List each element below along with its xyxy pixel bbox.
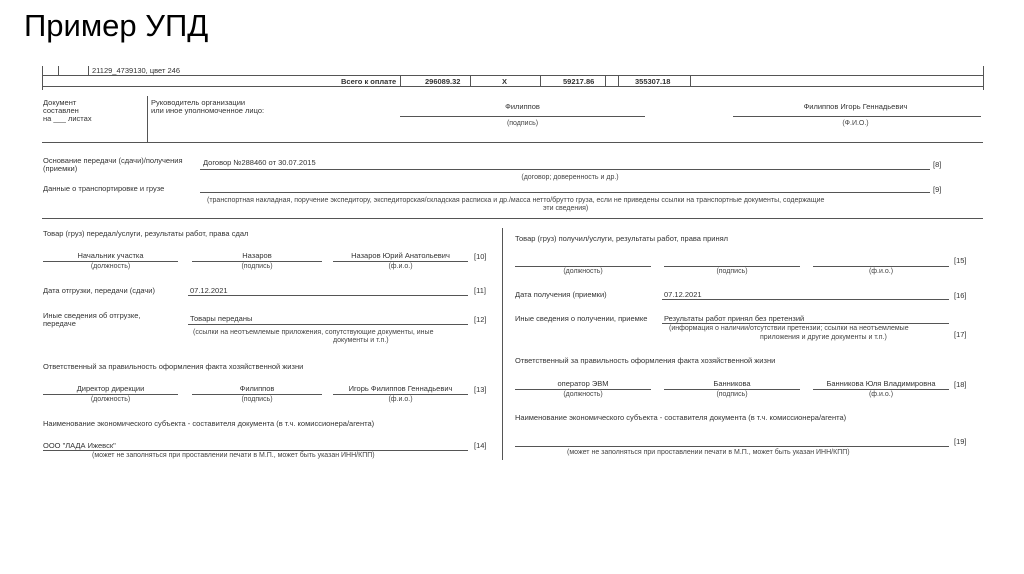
doc-sheets-l3: на ___ листах (43, 114, 92, 123)
center-divider (502, 228, 503, 460)
table-col-divider (400, 75, 401, 86)
left-num13: [13] (474, 385, 487, 394)
left-resp-hint-fio: (ф.и.о.) (388, 396, 413, 403)
left-num12: [12] (474, 315, 487, 324)
left-num14: [14] (474, 441, 487, 450)
left-resp-position-line (43, 394, 178, 395)
excise-value: X (502, 77, 508, 86)
section-divider (42, 218, 983, 219)
left-signature: Назаров (242, 251, 272, 260)
left-other-l1: Иные сведения об отгрузке, (43, 311, 141, 320)
head-signature: Филиппов (505, 102, 540, 111)
right-resp-signature-line (664, 389, 800, 390)
right-resp-fio: Банникова Юля Владимировна (826, 379, 936, 388)
right-resp-signature: Банникова (713, 379, 751, 388)
right-num16: [16] (954, 291, 967, 300)
total-sum: 296089.32 (425, 77, 461, 86)
left-other-hint-l2: документы и т.п.) (333, 337, 389, 344)
left-resp-hint-position: (должность) (90, 396, 131, 403)
right-num19: [19] (954, 437, 967, 446)
right-entity-hint: (может не заполняться при проставлении печати в М.П., может быть указан ИНН/КПП) (567, 449, 850, 456)
left-resp-hint-signature: (подпись) (241, 396, 273, 403)
left-entity-title: Наименование экономического субъекта - составителя документа (в т.ч. комиссионера/агента) (43, 419, 375, 428)
sheets-divider (147, 96, 148, 142)
head-signature-line (400, 116, 645, 117)
basis-value: Договор №288460 от 30.07.2015 (203, 158, 316, 167)
left-entity-value: ООО "ЛАДА Ижевск" (43, 441, 116, 450)
left-entity-line (43, 450, 468, 451)
right-resp-position-line (515, 389, 651, 390)
right-resp-title: Ответственный за правильность оформления факта хозяйственной жизни (515, 356, 776, 365)
right-resp-fio-line (813, 389, 949, 390)
left-num10: [10] (474, 252, 487, 261)
table-row-divider (42, 86, 983, 87)
transport-line (200, 192, 930, 193)
doc-sheets-l2: составлен (43, 106, 79, 115)
left-resp-title: Ответственный за правильность оформления факта хозяйственной жизни (43, 362, 304, 371)
table-border-right (983, 66, 984, 90)
left-hint-fio: (ф.и.о.) (388, 263, 413, 270)
table-col-divider (618, 75, 619, 86)
table-col-divider (690, 75, 691, 86)
right-signature-line (664, 266, 800, 267)
right-recv-line (662, 299, 949, 300)
vat-value: 59217.86 (563, 77, 595, 86)
total-label: Всего к оплате (341, 77, 397, 86)
section-divider (42, 142, 983, 143)
head-fio: Филиппов Игорь Геннадьевич (803, 102, 908, 111)
left-other-line (188, 324, 468, 325)
left-other-hint-l1: (ссылки на неотъемлемые приложения, сопутствующие документы, иные (193, 329, 434, 336)
right-entity-line (515, 446, 949, 447)
left-other-value: Товары переданы (190, 314, 253, 323)
left-entity-hint: (может не заполняться при проставлении печати в М.П., может быть указан ИНН/КПП) (92, 452, 375, 459)
right-position-line (515, 266, 651, 267)
right-resp-hint-position: (должность) (563, 391, 603, 398)
right-resp-position: оператор ЭВМ (557, 379, 609, 388)
total-with-vat: 355307.18 (635, 77, 671, 86)
left-position-line (43, 261, 178, 262)
doc-sheets-l1: Документ (43, 98, 77, 107)
left-resp-position: Директор дирекции (76, 384, 145, 393)
left-resp-signature-line (192, 394, 322, 395)
left-position: Начальник участка (77, 251, 144, 260)
right-hint-fio: (ф.и.о.) (868, 268, 894, 275)
left-transfer-title: Товар (груз) передал/услуги, результаты работ, права сдал (43, 229, 249, 238)
transport-label: Данные о транспортировке и грузе (43, 184, 165, 193)
left-ship-date: 07.12.2021 (190, 286, 228, 295)
transport-hint-l1: (транспортная накладная, поручение экспедитору, экспедиторская/складская расписка и др./масса нетто/брутто груза, если не приведены ссылки на транспортные документы, содержащие (207, 197, 825, 204)
right-resp-hint-signature: (подпись) (716, 391, 748, 398)
left-resp-fio-line (333, 394, 468, 395)
right-other-hint-l1: (информация о наличии/отсутствии претензии; ссылки на неотъемлемые (669, 325, 909, 332)
left-num11: [11] (474, 286, 486, 295)
left-ship-label: Дата отгрузки, передачи (сдачи) (43, 286, 155, 295)
table-col-divider (88, 66, 89, 75)
table-col-divider (540, 75, 541, 86)
left-other-l2: передаче (43, 319, 76, 328)
table-col-divider (605, 75, 606, 86)
right-fio-line (813, 266, 949, 267)
basis-label-l2: (приемки) (43, 164, 78, 173)
head-fio-hint: (Ф.И.О.) (842, 120, 869, 127)
table-col-divider (470, 75, 471, 86)
right-recv-date: 07.12.2021 (664, 290, 702, 299)
right-hint-position: (должность) (563, 268, 603, 275)
right-resp-hint-fio: (ф.и.о.) (868, 391, 894, 398)
left-resp-fio: Игорь Филиппов Геннадьевич (348, 384, 453, 393)
left-signature-line (192, 261, 322, 262)
right-recv-label: Дата получения (приемки) (515, 290, 607, 299)
table-row-divider (42, 75, 983, 76)
right-other-label: Иные сведения о получении, приемке (515, 314, 648, 323)
basis-line (200, 169, 930, 170)
head-fio-line (733, 116, 981, 117)
basis-hint: (договор; доверенность и др.) (521, 174, 619, 181)
table-fragment-text: 21129_4739130, цвет 246 (92, 66, 180, 75)
head-label-l1: Руководитель организации (151, 98, 246, 107)
table-col-divider (58, 66, 59, 75)
right-other-line (662, 323, 949, 324)
head-label-l2: или иное уполномоченное лицо: (151, 106, 265, 115)
head-signature-hint: (подпись) (506, 120, 539, 127)
left-fio: Назаров Юрий Анатольевич (351, 251, 450, 260)
basis-num: [8] (933, 160, 942, 169)
right-num15: [15] (954, 256, 967, 265)
right-entity-title: Наименование экономического субъекта - составителя документа (в т.ч. комиссионера/агента) (515, 413, 847, 422)
slide-title: Пример УПД (24, 8, 209, 43)
right-num17: [17] (954, 330, 967, 339)
basis-label-l1: Основание передачи (сдачи)/получения (43, 156, 183, 165)
left-resp-signature: Филиппов (239, 384, 275, 393)
right-other-hint-l2: приложения и другие документы и т.п.) (760, 334, 887, 341)
transport-hint-l2: эти сведения) (543, 205, 589, 212)
left-fio-line (333, 261, 468, 262)
right-other-value: Результаты работ принял без претензий (664, 314, 805, 323)
right-receive-title: Товар (груз) получил/услуги, результаты работ, права принял (515, 234, 729, 243)
left-hint-position: (должность) (90, 263, 131, 270)
right-num18: [18] (954, 380, 967, 389)
left-hint-signature: (подпись) (241, 263, 273, 270)
right-hint-signature: (подпись) (716, 268, 748, 275)
transport-num: [9] (933, 185, 942, 194)
left-ship-line (188, 295, 468, 296)
